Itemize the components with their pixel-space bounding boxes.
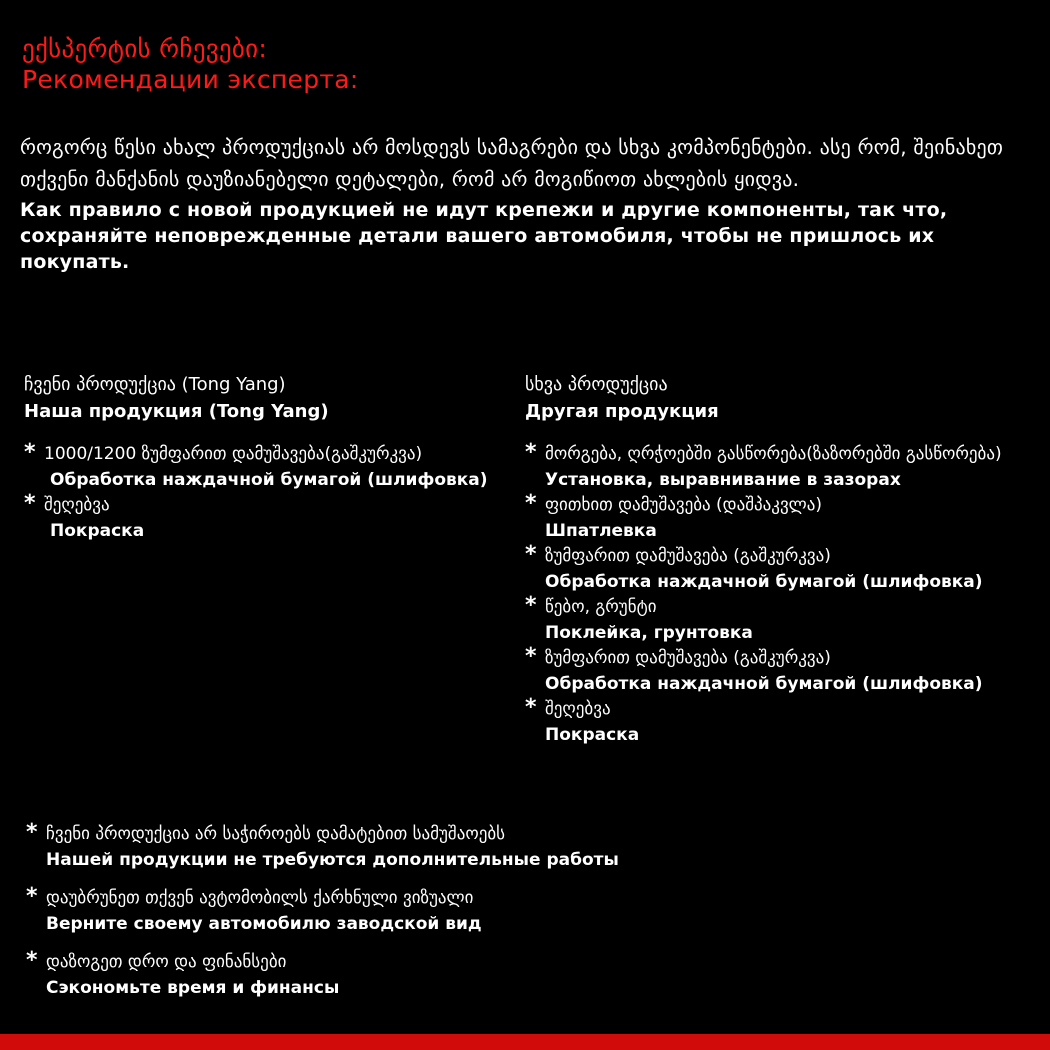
left-column-heading (24, 371, 504, 425)
list-item (24, 492, 504, 543)
item-russian: Обработка наждачной бумагой (шлифовка) (50, 470, 488, 490)
item-russian: Шпатлевка (545, 521, 657, 541)
bullet-star: * (26, 884, 38, 909)
item-georgian: 1000/1200 ზუმფარით დამუშავება(გაშკურკვა) (44, 444, 423, 464)
bullet-star: * (525, 644, 537, 669)
bullet-star: * (525, 542, 537, 567)
benefit-item (26, 885, 926, 937)
list-item (525, 441, 1045, 492)
benefit-russian: Верните своему автомобилю заводской вид (46, 914, 482, 934)
item-russian: Обработка наждачной бумагой (шлифовка) (545, 572, 983, 592)
right-column-heading (525, 371, 1045, 425)
benefit-georgian: ჩვენი პროდუქცია არ საჭიროებს დამატებით სამუშაოებს (46, 824, 506, 844)
bullet-star: * (24, 440, 36, 465)
bullet-star: * (24, 491, 36, 516)
item-georgian: ფითხით დამუშავება (დაშპაკვლა) (545, 495, 823, 515)
item-russian: Поклейка, грунтовка (545, 623, 753, 643)
bullet-star: * (525, 491, 537, 516)
item-russian: Обработка наждачной бумагой (шлифовка) (545, 674, 983, 694)
item-georgian: შეღებვა (545, 699, 611, 719)
title-georgian: ექსპერტის რჩევები: (22, 34, 268, 63)
list-item (525, 696, 1045, 747)
benefit-georgian: დაზოგეთ დრო და ფინანსები (46, 952, 287, 972)
intro-georgian: როგორც წესი ახალ პროდუქციას არ მოსდევს სამაგრები და სხვა კომპონენტები. ასე რომ, შეინახეთ თქვენი მანქანის დაუზიანებელი დეტალები, რომ არ მოგიწიოთ ახლების ყიდვა. (20, 135, 1004, 191)
benefit-russian: Нашей продукции не требуются дополнительные работы (46, 850, 619, 870)
item-russian: Покраска (50, 521, 145, 541)
bullet-star: * (525, 593, 537, 618)
item-georgian: ზუმფარით დამუშავება (გაშკურკვა) (545, 648, 831, 668)
bullet-star: * (26, 948, 38, 973)
item-russian: Установка, выравнивание в зазорах (545, 470, 901, 490)
list-item (525, 492, 1045, 543)
benefits-list (26, 821, 926, 1013)
left-heading-georgian: ჩვენი პროდუქცია (Tong Yang) (24, 374, 286, 395)
intro-russian: Как правило с новой продукцией не идут крепежи и другие компоненты, так что, сохраняйте неповрежденные детали вашего автомобиля, чтобы не пришлось их покупать. (20, 199, 948, 273)
bullet-star: * (26, 820, 38, 845)
benefit-georgian: დაუბრუნეთ თქვენ ავტომობილს ქარხნული ვიზუალი (46, 888, 474, 908)
list-item (24, 441, 504, 492)
intro-block (20, 131, 1020, 275)
item-georgian: შეღებვა (44, 495, 110, 515)
list-item (525, 645, 1045, 696)
left-heading-russian: Наша продукция (Tong Yang) (24, 401, 329, 422)
benefit-russian: Сэкономьте время и финансы (46, 978, 340, 998)
left-column (24, 371, 504, 543)
benefit-item (26, 949, 926, 1001)
bottom-accent-bar (0, 1034, 1050, 1050)
item-georgian: მორგება, ღრჭოებში გასწორება(ზაზორებში გასწორება) (545, 444, 1002, 464)
title-russian: Рекомендации эксперта: (22, 65, 359, 94)
right-items-list (525, 441, 1045, 747)
bullet-star: * (525, 695, 537, 720)
bullet-star: * (525, 440, 537, 465)
left-items-list (24, 441, 504, 543)
right-heading-russian: Другая продукция (525, 401, 719, 422)
right-heading-georgian: სხვა პროდუქცია (525, 374, 668, 395)
item-georgian: ზუმფარით დამუშავება (გაშკურკვა) (545, 546, 831, 566)
item-georgian: წებო, გრუნტი (545, 597, 657, 617)
benefit-item (26, 821, 926, 873)
right-column (525, 371, 1045, 747)
page-title (22, 33, 359, 95)
list-item (525, 543, 1045, 594)
list-item (525, 594, 1045, 645)
item-russian: Покраска (545, 725, 640, 745)
